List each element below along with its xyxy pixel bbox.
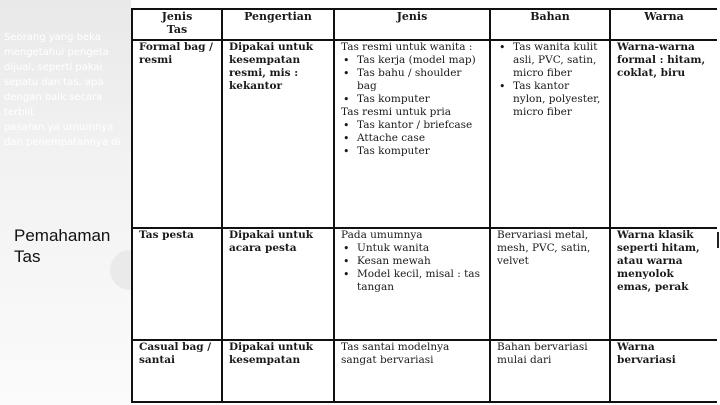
cell-warna: Warna bervariasi [610,340,717,402]
header-jenis-tas [132,9,222,40]
cell-pengertian: Dipakai untuk kesempatan [222,340,334,402]
jenis-text: Tas resmi untuk pria [341,106,452,118]
header-bahan [490,9,610,40]
list-item: • Tas kerja (model map) [341,54,483,67]
jenis-text: Pada umumnya [341,229,423,241]
cell-bag-name: Formal bag / resmi [132,40,222,228]
edge-marker [717,232,719,248]
slide-text-line: dan penempatannya di [4,137,121,148]
header-text: Jenis [396,10,428,23]
slide-text-line: dijual, seperti pakai [4,62,103,73]
slide-title [14,225,134,267]
cell-bahan [490,340,610,402]
cell-jenis [334,340,490,402]
bahan-text: Bahan bervariasi mulai dari [497,341,588,366]
row-casual-bag [132,340,717,402]
jenis-text: Tas santai modelnya sangat bervariasi [341,341,450,366]
header-warna [610,9,717,40]
jenis-list [341,119,483,158]
bag-types-table-wrapper [131,0,717,405]
slide-text-line: mengetahui pengeta [4,47,109,58]
row-tas-pesta [132,228,717,340]
list-item: • Attache case [341,132,483,145]
cell-bahan [490,40,610,228]
slide-text-line: pasaran ya umumnya [4,122,114,133]
row-formal-bag [132,40,717,228]
list-item: • Tas bahu / shoulder bag [341,67,483,93]
header-text: Tas [166,23,188,36]
list-item: • Untuk wanita [341,242,483,255]
list-item: • Tas komputer [341,145,483,158]
jenis-text: Tas resmi untuk wanita : [341,41,473,53]
table-header-row [132,9,717,40]
slide-text-line: terbiit [4,107,35,118]
header-jenis [334,9,490,40]
slide-background-text [4,30,134,150]
header-text: Bahan [530,10,570,23]
slide-title-line: Pemahaman [14,226,111,245]
cell-pengertian: Dipakai untuk kesempatan resmi, mis : kekantor [222,40,334,228]
bahan-text: Bervariasi metal, mesh, PVC, satin, velvet [497,229,591,267]
slide-title-line: Tas [14,247,41,266]
slide-text-line: Seorang yang beka [4,32,101,43]
bahan-list [497,41,603,119]
slide-panel [0,0,134,405]
slide-text-line: dengan baik secara [4,92,103,103]
cell-warna: Warna klasik seperti hitam, atau warna menyolok emas, perak [610,228,717,340]
cell-bag-name: Casual bag / santai [132,340,222,402]
cell-jenis [334,40,490,228]
header-text: Pengertian [244,10,312,23]
cell-bag-name: Tas pesta [132,228,222,340]
cell-pengertian: Dipakai untuk acara pesta [222,228,334,340]
cell-jenis [334,228,490,340]
list-item: • Tas kantor / briefcase [341,119,483,132]
jenis-list [341,54,483,106]
cell-warna: Warna-warna formal : hitam, coklat, biru [610,40,717,228]
jenis-list [341,242,483,294]
header-text: Warna [644,10,684,23]
cell-bahan [490,228,610,340]
slide-text-line: sepatu dan tas, apa [4,77,104,88]
bag-types-table [131,8,717,403]
header-pengertian [222,9,334,40]
list-item: • Kesan mewah [341,255,483,268]
list-item: • Tas wanita kulit asli, PVC, satin, micro fiber [497,41,603,80]
header-text: Jenis [161,10,193,23]
list-item: • Model kecil, misal : tas tangan [341,268,483,294]
list-item: • Tas komputer [341,93,483,106]
list-item: • Tas kantor nylon, polyester, micro fiber [497,80,603,119]
